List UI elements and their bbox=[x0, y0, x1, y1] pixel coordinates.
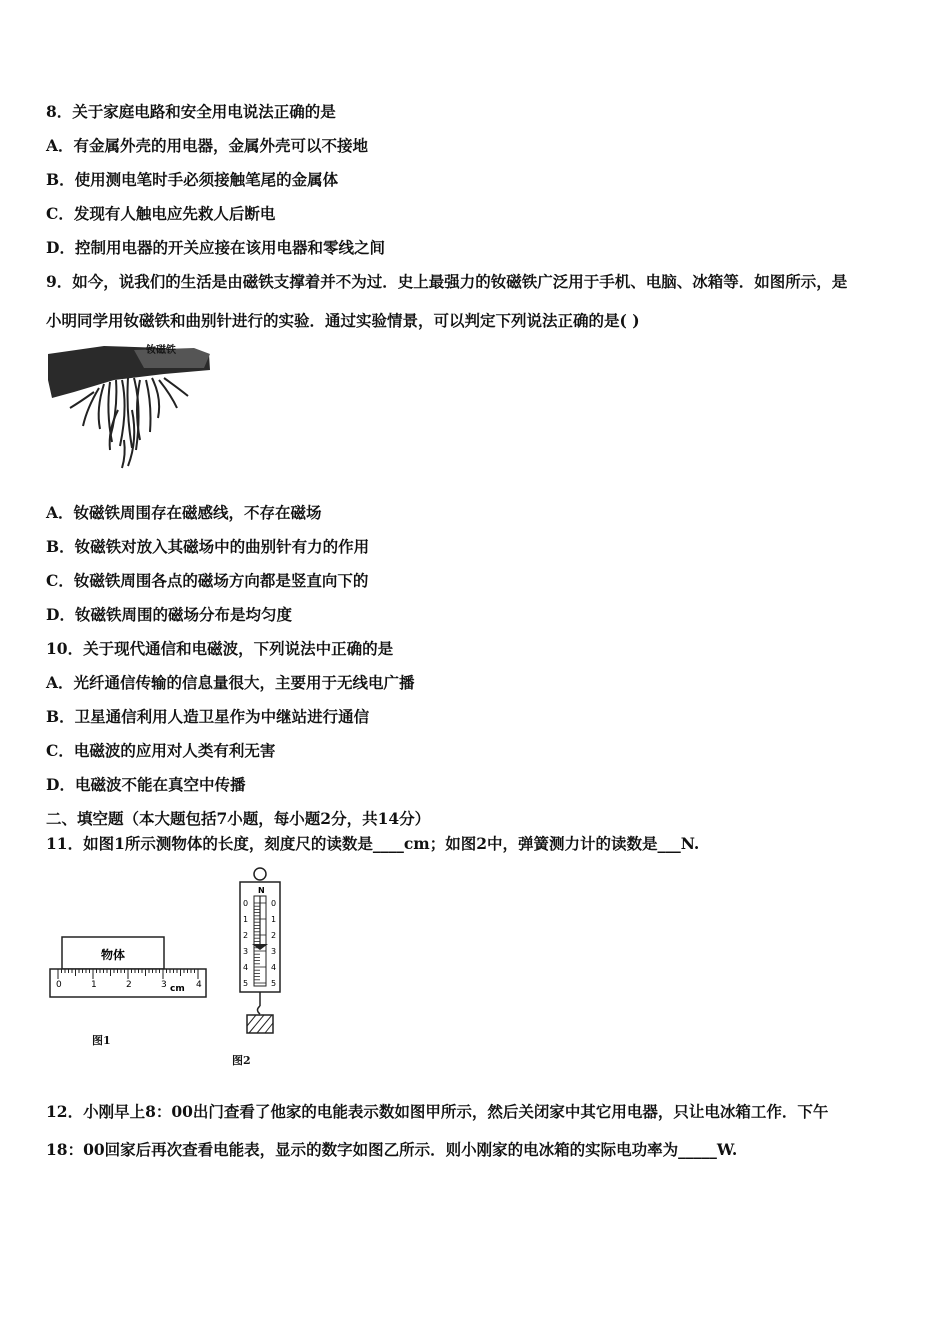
question-12-line2: 18：00回家后再次查看电能表，显示的数字如图乙所示．则小刚家的电冰箱的实际电功率为_____W. bbox=[46, 1140, 738, 1159]
scale-left-5: 5 bbox=[243, 979, 249, 988]
ruler-figure bbox=[48, 935, 213, 1007]
scale-left-2: 2 bbox=[243, 931, 249, 940]
scale-right-0: 0 bbox=[271, 899, 277, 908]
scale-left-0: 0 bbox=[243, 899, 249, 908]
question-10-option-c: C．电磁波的应用对人类有利无害 bbox=[46, 741, 276, 760]
ruler-unit: cm bbox=[170, 984, 185, 994]
ruler-tick-label-0: 0 bbox=[56, 980, 62, 990]
magnet-figure bbox=[44, 340, 214, 480]
hook bbox=[258, 1006, 261, 1014]
scale-right-5: 5 bbox=[271, 979, 277, 988]
question-12-line1: 12．小刚早上8：00出门查看了他家的电能表示数如图甲所示，然后关闭家中其它用电器，只让电冰箱工作．下午 bbox=[46, 1102, 829, 1121]
scale-left-3: 3 bbox=[243, 947, 249, 956]
figure-1-caption: 图1 bbox=[92, 1034, 111, 1047]
figure-2-caption: 图2 bbox=[232, 1054, 251, 1067]
question-9-stem-line1: 9．如今，说我们的生活是由磁铁支撑着并不为过．史上最强力的钕磁铁广泛用于手机、电脑、冰箱等．如图所示，是 bbox=[46, 272, 848, 291]
question-9-option-d: D．钕磁铁周围的磁场分布是均匀度 bbox=[46, 605, 292, 624]
question-10-option-d: D．电磁波不能在真空中传播 bbox=[46, 775, 246, 794]
scale-unit: N bbox=[258, 886, 265, 895]
ruler-tick-label-4: 4 bbox=[196, 980, 202, 990]
scale-right-2: 2 bbox=[271, 931, 277, 940]
question-8-option-c: C．发现有人触电应先救人后断电 bbox=[46, 204, 276, 223]
ruler-tick-label-2: 2 bbox=[126, 980, 132, 990]
question-9-stem-line2: 小明同学用钕磁铁和曲别针进行的实验．通过实验情景，可以判定下列说法正确的是( ) bbox=[46, 311, 640, 330]
scale-left-1: 1 bbox=[243, 915, 249, 924]
question-8-stem: 8．关于家庭电路和安全用电说法正确的是 bbox=[46, 102, 336, 121]
question-9-option-b: B．钕磁铁对放入其磁场中的曲别针有力的作用 bbox=[46, 537, 370, 556]
question-8-option-a: A．有金属外壳的用电器，金属外壳可以不接地 bbox=[46, 136, 369, 155]
question-8-option-b: B．使用测电笔时手必须接触笔尾的金属体 bbox=[46, 170, 339, 189]
ruler-tick-label-3: 3 bbox=[161, 980, 167, 990]
question-10-option-b: B．卫星通信利用人造卫星作为中继站进行通信 bbox=[46, 707, 370, 726]
scale-right-4: 4 bbox=[271, 963, 277, 972]
question-11-stem: 11．如图1所示测物体的长度，刻度尺的读数是____cm；如图2中，弹簧测力计的读数是___N. bbox=[46, 834, 700, 853]
section-2-heading: 二、填空题（本大题包括7小题，每小题2分，共14分） bbox=[46, 809, 431, 828]
object-label: 物体 bbox=[100, 948, 126, 962]
spring-scale-figure bbox=[232, 866, 288, 1038]
ruler-tick-label-1: 1 bbox=[91, 980, 97, 990]
question-10-stem: 10．关于现代通信和电磁波，下列说法中正确的是 bbox=[46, 639, 394, 658]
scale-right-1: 1 bbox=[271, 915, 277, 924]
question-8-option-d: D．控制用电器的开关应接在该用电器和零线之间 bbox=[46, 238, 385, 257]
scale-right-3: 3 bbox=[271, 947, 277, 956]
question-9-option-c: C．钕磁铁周围各点的磁场方向都是竖直向下的 bbox=[46, 571, 369, 590]
question-9-option-a: A．钕磁铁周围存在磁感线，不存在磁场 bbox=[46, 503, 322, 522]
scale-left-4: 4 bbox=[243, 963, 249, 972]
magnet-label: 钕磁铁 bbox=[146, 345, 176, 356]
question-10-option-a: A．光纤通信传输的信息量很大，主要用于无线电广播 bbox=[46, 673, 415, 692]
